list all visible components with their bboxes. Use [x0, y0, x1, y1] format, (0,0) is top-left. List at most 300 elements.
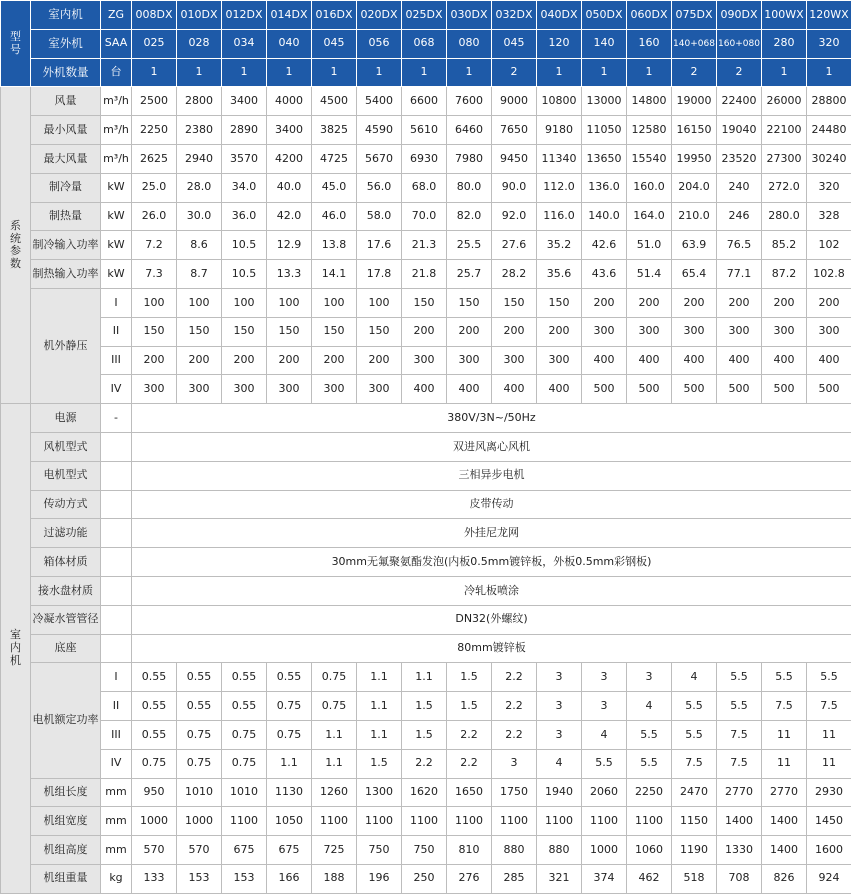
table-row [1, 173, 851, 202]
unit-cell: - [101, 404, 132, 433]
value-cell: 240 [717, 173, 762, 202]
value-cell: 10.5 [222, 231, 267, 260]
value-cell: 10.5 [222, 260, 267, 289]
header-cell: 050DX [582, 1, 627, 30]
value-cell: 300 [222, 375, 267, 404]
value-cell: 950 [132, 778, 177, 807]
value-cell: 3 [492, 749, 537, 778]
header-cell: 1 [357, 58, 402, 87]
value-cell: 328 [807, 202, 851, 231]
param-label: 最小风量 [31, 116, 101, 145]
param-label: 电源 [31, 404, 101, 433]
table-row [1, 576, 851, 605]
value-cell: 0.55 [132, 692, 177, 721]
value-cell: 200 [222, 346, 267, 375]
table-row [1, 29, 851, 58]
value-cell: 4 [627, 692, 672, 721]
value-cell: 3 [627, 663, 672, 692]
value-cell: 0.75 [132, 749, 177, 778]
value-cell: 0.75 [177, 720, 222, 749]
value-cell: 6460 [447, 116, 492, 145]
value-cell: 150 [132, 317, 177, 346]
value-cell: 500 [762, 375, 807, 404]
model-label-cell: 型号 [1, 1, 31, 87]
header-cell: 160+080 [717, 29, 762, 58]
value-cell: 5610 [402, 116, 447, 145]
value-cell: 570 [132, 836, 177, 865]
table-row [1, 461, 851, 490]
table-row [1, 116, 851, 145]
value-cell: 100 [132, 288, 177, 317]
value-cell: 10800 [537, 87, 582, 116]
value-cell: 8.7 [177, 260, 222, 289]
value-cell: 2.2 [447, 749, 492, 778]
header-cell: 280 [762, 29, 807, 58]
header-cell: 040DX [537, 1, 582, 30]
unit-cell [101, 634, 132, 663]
value-cell: 150 [357, 317, 402, 346]
param-label: 制冷输入功率 [31, 231, 101, 260]
value-cell: 6600 [402, 87, 447, 116]
value-cell: 400 [402, 375, 447, 404]
category-system: 系统参数 [1, 87, 31, 404]
table-row [1, 778, 851, 807]
value-cell: 58.0 [357, 202, 402, 231]
value-cell: 0.55 [222, 663, 267, 692]
value-cell: 9000 [492, 87, 537, 116]
value-cell: 2770 [762, 778, 807, 807]
value-cell: 300 [762, 317, 807, 346]
table-row [1, 749, 851, 778]
value-cell: 7600 [447, 87, 492, 116]
value-cell: 7650 [492, 116, 537, 145]
value-cell: 8.6 [177, 231, 222, 260]
header-cell: 1 [537, 58, 582, 87]
value-cell: 200 [267, 346, 312, 375]
value-cell: 300 [447, 346, 492, 375]
value-cell: 570 [177, 836, 222, 865]
value-cell: 272.0 [762, 173, 807, 202]
value-cell: 2470 [672, 778, 717, 807]
spec-value-cell: 双进风离心风机 [132, 432, 851, 461]
value-cell: 26.0 [132, 202, 177, 231]
value-cell: 300 [132, 375, 177, 404]
value-cell: 0.55 [132, 663, 177, 692]
value-cell: 2250 [627, 778, 672, 807]
value-cell: 0.75 [312, 692, 357, 721]
value-cell: 500 [582, 375, 627, 404]
header-cell: 100WX [762, 1, 807, 30]
value-cell: 63.9 [672, 231, 717, 260]
value-cell: 28.0 [177, 173, 222, 202]
value-cell: 880 [492, 836, 537, 865]
value-cell: 23520 [717, 144, 762, 173]
spec-value-cell: 380V/3N~/50Hz [132, 404, 851, 433]
value-cell: 3400 [222, 87, 267, 116]
value-cell: 500 [807, 375, 851, 404]
value-cell: 28800 [807, 87, 851, 116]
header-cell: 028 [177, 29, 222, 58]
header-cell: 025DX [402, 1, 447, 30]
unit-cell: mm [101, 807, 132, 836]
header-cell: 025 [132, 29, 177, 58]
value-cell: 22400 [717, 87, 762, 116]
value-cell: 11 [762, 720, 807, 749]
value-cell: 164.0 [627, 202, 672, 231]
table-row [1, 260, 851, 289]
value-cell: 133 [132, 864, 177, 893]
value-cell: 204.0 [672, 173, 717, 202]
value-cell: 4 [672, 663, 717, 692]
value-cell: 3400 [267, 116, 312, 145]
value-cell: 1.1 [357, 663, 402, 692]
value-cell: 11340 [537, 144, 582, 173]
header-cell: 045 [492, 29, 537, 58]
value-cell: 1100 [537, 807, 582, 836]
value-cell: 0.55 [177, 692, 222, 721]
value-cell: 112.0 [537, 173, 582, 202]
value-cell: 1000 [177, 807, 222, 836]
value-cell: 200 [357, 346, 402, 375]
value-cell: 4590 [357, 116, 402, 145]
table-row [1, 519, 851, 548]
value-cell: 1.5 [402, 692, 447, 721]
spec-value-cell: 80mm镀锌板 [132, 634, 851, 663]
value-cell: 100 [177, 288, 222, 317]
value-cell: 82.0 [447, 202, 492, 231]
value-cell: 150 [177, 317, 222, 346]
value-cell: 1.5 [447, 692, 492, 721]
unit-cell: m³/h [101, 144, 132, 173]
value-cell: 5.5 [627, 749, 672, 778]
value-cell: 2.2 [492, 720, 537, 749]
value-cell: 200 [492, 317, 537, 346]
value-cell: 300 [672, 317, 717, 346]
value-cell: 11 [762, 749, 807, 778]
value-cell: 42.0 [267, 202, 312, 231]
value-cell: 374 [582, 864, 627, 893]
value-cell: 1260 [312, 778, 357, 807]
table-row [1, 1, 851, 30]
value-cell: 4500 [312, 87, 357, 116]
header-row-label: 室外机 [31, 29, 101, 58]
param-label: 最大风量 [31, 144, 101, 173]
value-cell: 1400 [762, 836, 807, 865]
unit-cell: kW [101, 173, 132, 202]
value-cell: 21.8 [402, 260, 447, 289]
param-label: 机组重量 [31, 864, 101, 893]
value-cell: 300 [312, 375, 357, 404]
header-cell: 1 [312, 58, 357, 87]
value-cell: 5.5 [717, 692, 762, 721]
value-cell: 13650 [582, 144, 627, 173]
unit-cell [101, 548, 132, 577]
value-cell: 1130 [267, 778, 312, 807]
value-cell: 1100 [357, 807, 402, 836]
value-cell: 188 [312, 864, 357, 893]
value-cell: 2060 [582, 778, 627, 807]
value-cell: 246 [717, 202, 762, 231]
table-row [1, 490, 851, 519]
table-row [1, 404, 851, 433]
value-cell: 400 [672, 346, 717, 375]
value-cell: 150 [492, 288, 537, 317]
value-cell: 1.1 [357, 692, 402, 721]
value-cell: 92.0 [492, 202, 537, 231]
value-cell: 5.5 [672, 692, 717, 721]
value-cell: 200 [807, 288, 851, 317]
value-cell: 6930 [402, 144, 447, 173]
value-cell: 0.75 [177, 749, 222, 778]
value-cell: 100 [312, 288, 357, 317]
value-cell: 2.2 [447, 720, 492, 749]
value-cell: 150 [537, 288, 582, 317]
spec-value-cell: 外挂尼龙网 [132, 519, 851, 548]
value-cell: 70.0 [402, 202, 447, 231]
value-cell: 200 [717, 288, 762, 317]
header-cell: 320 [807, 29, 851, 58]
value-cell: 500 [672, 375, 717, 404]
value-cell: 160.0 [627, 173, 672, 202]
value-cell: 675 [267, 836, 312, 865]
value-cell: 200 [672, 288, 717, 317]
value-cell: 400 [582, 346, 627, 375]
value-cell: 5.5 [807, 663, 851, 692]
value-cell: 708 [717, 864, 762, 893]
value-cell: 30240 [807, 144, 851, 173]
value-cell: 250 [402, 864, 447, 893]
header-cell: 2 [672, 58, 717, 87]
value-cell: 200 [312, 346, 357, 375]
value-cell: 150 [267, 317, 312, 346]
param-label-static-pressure: 机外静压 [31, 288, 101, 403]
value-cell: 153 [222, 864, 267, 893]
table-row [1, 202, 851, 231]
header-cell: 120WX [807, 1, 851, 30]
value-cell: 2800 [177, 87, 222, 116]
value-cell: 46.0 [312, 202, 357, 231]
value-cell: 300 [357, 375, 402, 404]
param-label: 接水盘材质 [31, 576, 101, 605]
value-cell: 2890 [222, 116, 267, 145]
value-cell: 12580 [627, 116, 672, 145]
value-cell: 1050 [267, 807, 312, 836]
value-cell: 5.5 [717, 663, 762, 692]
value-cell: 1100 [312, 807, 357, 836]
value-cell: 725 [312, 836, 357, 865]
value-cell: 200 [132, 346, 177, 375]
value-cell: 136.0 [582, 173, 627, 202]
unit-cell: m³/h [101, 87, 132, 116]
value-cell: 3570 [222, 144, 267, 173]
header-row-label: 外机数量 [31, 58, 101, 87]
level-cell: II [101, 692, 132, 721]
value-cell: 14800 [627, 87, 672, 116]
value-cell: 0.55 [267, 663, 312, 692]
value-cell: 45.0 [312, 173, 357, 202]
unit-cell: kW [101, 202, 132, 231]
table-row [1, 864, 851, 893]
value-cell: 5400 [357, 87, 402, 116]
value-cell: 1100 [402, 807, 447, 836]
header-cell: 068 [402, 29, 447, 58]
value-cell: 300 [807, 317, 851, 346]
value-cell: 166 [267, 864, 312, 893]
value-cell: 43.6 [582, 260, 627, 289]
value-cell: 1000 [582, 836, 627, 865]
value-cell: 200 [537, 317, 582, 346]
value-cell: 500 [717, 375, 762, 404]
value-cell: 2250 [132, 116, 177, 145]
value-cell: 1010 [177, 778, 222, 807]
header-cell: 090DX [717, 1, 762, 30]
value-cell: 102 [807, 231, 851, 260]
value-cell: 2500 [132, 87, 177, 116]
table-row [1, 548, 851, 577]
value-cell: 320 [807, 173, 851, 202]
value-cell: 0.55 [222, 692, 267, 721]
value-cell: 13.8 [312, 231, 357, 260]
value-cell: 7.5 [717, 720, 762, 749]
header-cell: 030DX [447, 1, 492, 30]
header-cell: 1 [132, 58, 177, 87]
table-row [1, 288, 851, 317]
value-cell: 1150 [672, 807, 717, 836]
param-label: 机组宽度 [31, 807, 101, 836]
value-cell: 285 [492, 864, 537, 893]
value-cell: 17.8 [357, 260, 402, 289]
value-cell: 200 [762, 288, 807, 317]
value-cell: 300 [267, 375, 312, 404]
param-label: 冷凝水管管径 [31, 605, 101, 634]
value-cell: 27300 [762, 144, 807, 173]
value-cell: 87.2 [762, 260, 807, 289]
value-cell: 5670 [357, 144, 402, 173]
spec-value-cell: DN32(外螺纹) [132, 605, 851, 634]
value-cell: 51.4 [627, 260, 672, 289]
value-cell: 1.1 [267, 749, 312, 778]
header-cell: 140+068 [672, 29, 717, 58]
spec-table-body [1, 1, 851, 894]
param-label-motor-power: 电机额定功率 [31, 663, 101, 778]
value-cell: 77.1 [717, 260, 762, 289]
category-indoor: 室内机 [1, 404, 31, 894]
value-cell: 924 [807, 864, 851, 893]
table-row [1, 144, 851, 173]
value-cell: 150 [447, 288, 492, 317]
value-cell: 826 [762, 864, 807, 893]
header-cell: 1 [762, 58, 807, 87]
value-cell: 518 [672, 864, 717, 893]
value-cell: 2.2 [492, 663, 537, 692]
value-cell: 153 [177, 864, 222, 893]
value-cell: 0.55 [177, 663, 222, 692]
value-cell: 500 [627, 375, 672, 404]
header-cell: 075DX [672, 1, 717, 30]
table-row [1, 807, 851, 836]
unit-cell: kW [101, 260, 132, 289]
header-row-label: 室内机 [31, 1, 101, 30]
value-cell: 750 [402, 836, 447, 865]
header-cell: 008DX [132, 1, 177, 30]
value-cell: 13000 [582, 87, 627, 116]
value-cell: 3 [537, 692, 582, 721]
value-cell: 7.3 [132, 260, 177, 289]
value-cell: 24480 [807, 116, 851, 145]
param-label: 制冷量 [31, 173, 101, 202]
value-cell: 0.75 [312, 663, 357, 692]
value-cell: 5.5 [672, 720, 717, 749]
level-cell: II [101, 317, 132, 346]
value-cell: 140.0 [582, 202, 627, 231]
header-cell: 080 [447, 29, 492, 58]
value-cell: 0.75 [267, 692, 312, 721]
header-cell: 160 [627, 29, 672, 58]
level-cell: IV [101, 749, 132, 778]
value-cell: 3 [582, 663, 627, 692]
unit-cell [101, 605, 132, 634]
value-cell: 810 [447, 836, 492, 865]
value-cell: 1.5 [402, 720, 447, 749]
value-cell: 0.75 [267, 720, 312, 749]
level-cell: III [101, 346, 132, 375]
value-cell: 19000 [672, 87, 717, 116]
value-cell: 880 [537, 836, 582, 865]
value-cell: 2940 [177, 144, 222, 173]
value-cell: 1940 [537, 778, 582, 807]
param-label: 机组高度 [31, 836, 101, 865]
param-label: 底座 [31, 634, 101, 663]
value-cell: 22100 [762, 116, 807, 145]
unit-cell [101, 576, 132, 605]
value-cell: 1100 [627, 807, 672, 836]
value-cell: 4 [582, 720, 627, 749]
value-cell: 300 [537, 346, 582, 375]
header-cell: 1 [177, 58, 222, 87]
param-label: 制热量 [31, 202, 101, 231]
value-cell: 16150 [672, 116, 717, 145]
param-label: 箱体材质 [31, 548, 101, 577]
value-cell: 400 [807, 346, 851, 375]
value-cell: 80.0 [447, 173, 492, 202]
value-cell: 280.0 [762, 202, 807, 231]
header-cell: 032DX [492, 1, 537, 30]
value-cell: 150 [402, 288, 447, 317]
header-cell: 120 [537, 29, 582, 58]
value-cell: 750 [357, 836, 402, 865]
value-cell: 1600 [807, 836, 851, 865]
spec-value-cell: 30mm无氟聚氨酯发泡(内板0.5mm镀锌板，外板0.5mm彩钢板) [132, 548, 851, 577]
value-cell: 7.5 [762, 692, 807, 721]
value-cell: 7.5 [672, 749, 717, 778]
value-cell: 276 [447, 864, 492, 893]
value-cell: 1100 [447, 807, 492, 836]
value-cell: 19040 [717, 116, 762, 145]
value-cell: 400 [447, 375, 492, 404]
value-cell: 3 [537, 663, 582, 692]
value-cell: 5.5 [627, 720, 672, 749]
value-cell: 1.1 [357, 720, 402, 749]
unit-cell [101, 432, 132, 461]
value-cell: 7.5 [717, 749, 762, 778]
header-cell: 1 [807, 58, 851, 87]
header-cell: 010DX [177, 1, 222, 30]
value-cell: 11 [807, 749, 851, 778]
table-row [1, 836, 851, 865]
value-cell: 300 [492, 346, 537, 375]
header-cell: 034 [222, 29, 267, 58]
header-cell: 1 [402, 58, 447, 87]
